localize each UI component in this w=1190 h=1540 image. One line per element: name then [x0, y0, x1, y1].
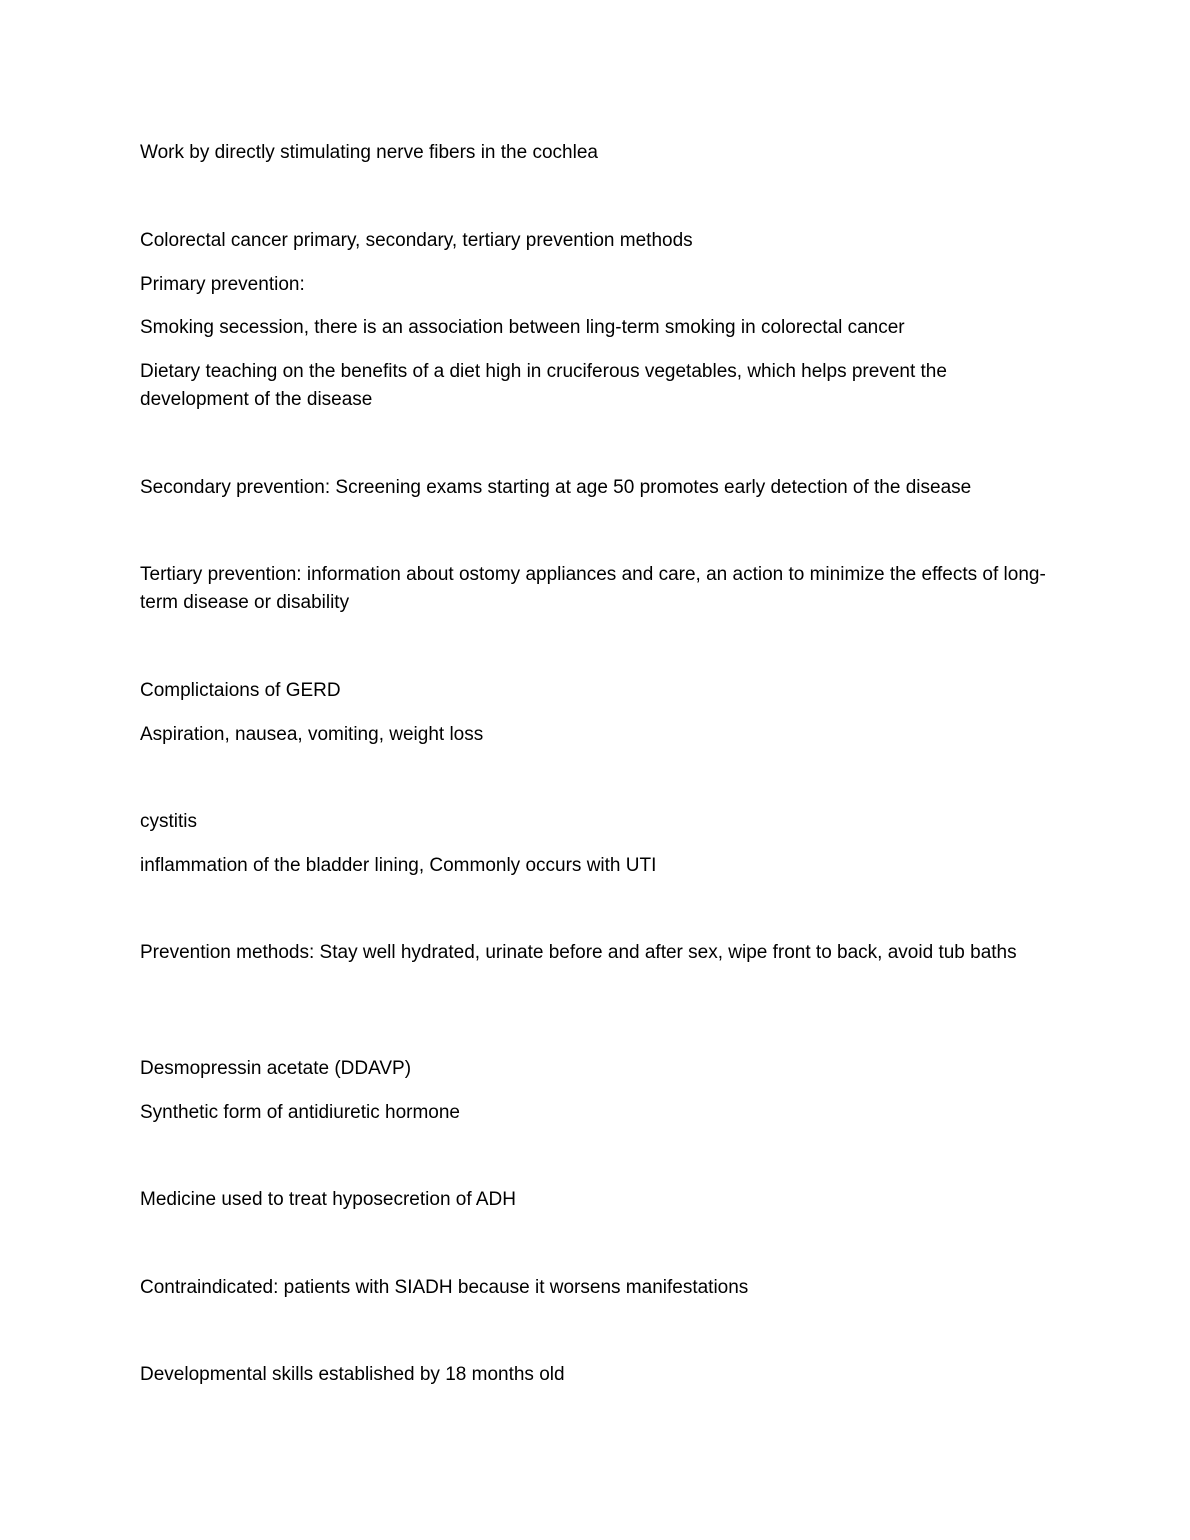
paragraph-ddavp-use: Medicine used to treat hyposecretion of ADH [140, 1189, 516, 1210]
paragraph-primary-prevention: Primary prevention: [140, 274, 305, 295]
paragraph-secondary-prevention: Secondary prevention: Screening exams starting at age 50 promotes early detection of the disease [140, 477, 972, 498]
paragraph-cystitis-prevention: Prevention methods: Stay well hydrated, urinate before and after sex, wipe front to back, avoid tub baths [140, 942, 1017, 963]
paragraph-gerd-heading: Complictaions of GERD [140, 680, 341, 701]
paragraph-dietary-teaching: Dietary teaching on the benefits of a diet high in cruciferous vegetables, which helps prevent the development of the disease [140, 361, 947, 410]
paragraph-smoking: Smoking secession, there is an association between ling-term smoking in colorectal cancer [140, 317, 905, 338]
paragraph-cystitis-heading: cystitis [140, 811, 197, 832]
paragraph-developmental-skills: Developmental skills established by 18 months old [140, 1364, 565, 1385]
paragraph-ddavp-definition: Synthetic form of antidiuretic hormone [140, 1102, 460, 1123]
paragraph-colorectal-heading: Colorectal cancer primary, secondary, tertiary prevention methods [140, 230, 693, 251]
paragraph-ddavp-contraindication: Contraindicated: patients with SIADH because it worsens manifestations [140, 1277, 749, 1298]
paragraph-cochlear-implants: Work by directly stimulating nerve fibers in the cochlea [140, 142, 598, 163]
paragraph-ddavp-heading: Desmopressin acetate (DDAVP) [140, 1058, 412, 1079]
paragraph-gerd-complications: Aspiration, nausea, vomiting, weight loss [140, 724, 484, 745]
paragraph-cystitis-definition: inflammation of the bladder lining, Commonly occurs with UTI [140, 855, 657, 876]
paragraph-tertiary-prevention: Tertiary prevention: information about ostomy appliances and care, an action to minimize the effects of long-term disease or disability [140, 564, 1046, 613]
